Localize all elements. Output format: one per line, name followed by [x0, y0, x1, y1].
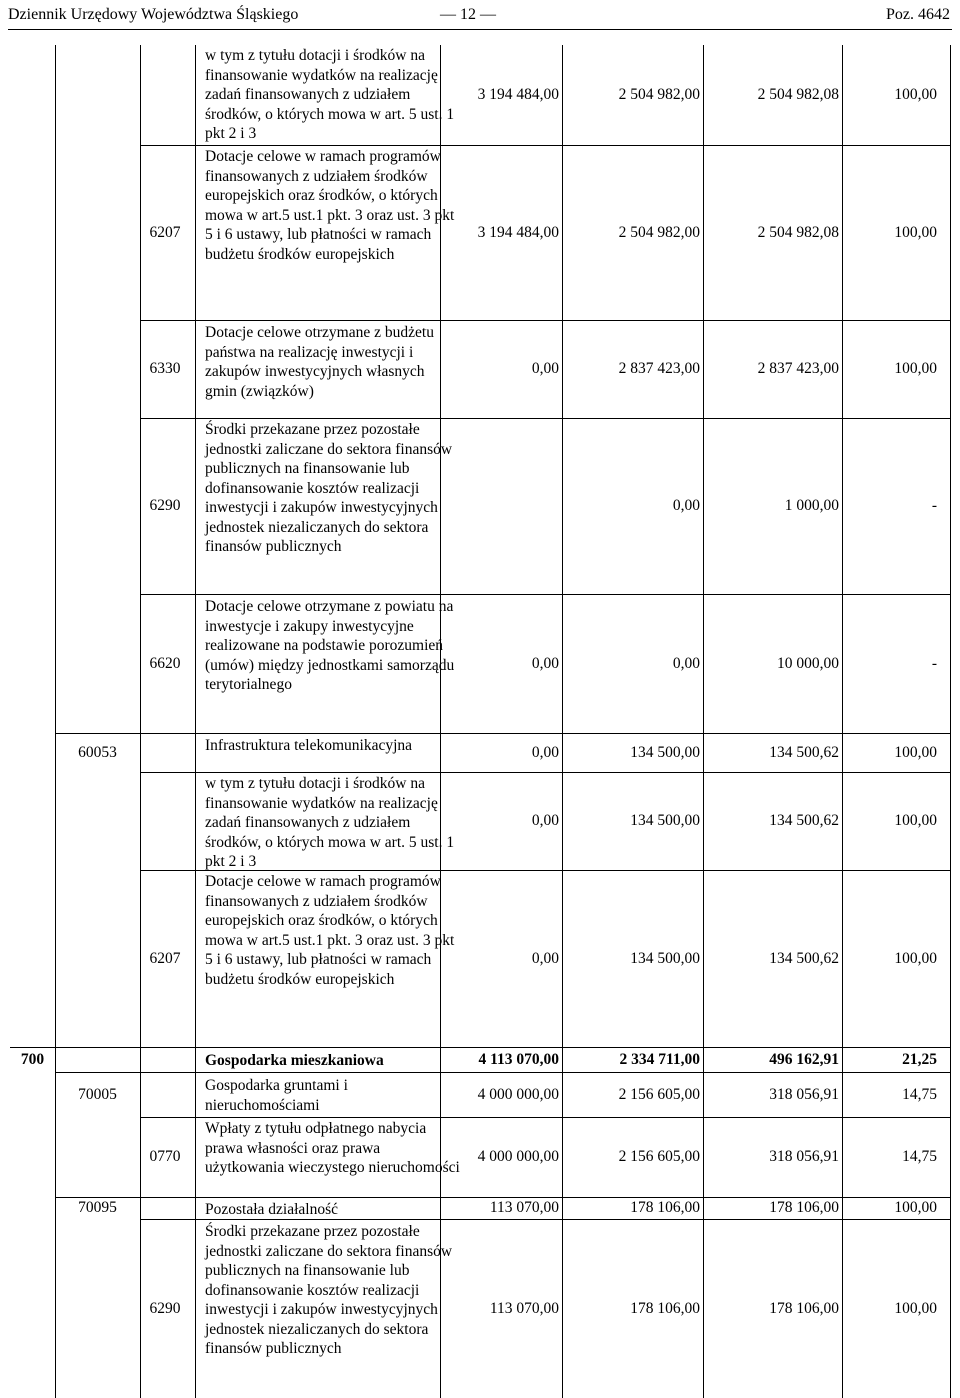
column-rule	[195, 45, 196, 1398]
rozdzial-cell: 70095	[78, 1199, 117, 1216]
dzial-cell	[10, 870, 55, 1047]
dzial-cell	[10, 1072, 55, 1117]
position-number: Poz. 4642	[886, 6, 950, 23]
description-cell: w tym z tytułu dotacji i środków na finansowanie wydatków na realizację zadań finansowanych z udziałem środków, o których mowa w art. 5 ust. 1 pkt 2 i 3	[205, 47, 455, 142]
proc-cell: 100,00	[894, 360, 937, 377]
proc-cell: 100,00	[894, 86, 937, 103]
plan-cell: 113 070,00	[489, 1199, 559, 1216]
plan-cell: 0,00	[531, 812, 559, 829]
wyk-cell: 2 504 982,08	[757, 86, 839, 103]
paragraf-cell	[140, 45, 190, 145]
paragraf-cell	[140, 1047, 190, 1072]
paragraf-cell: 6330	[149, 360, 181, 377]
dzial-cell: 700	[20, 1050, 45, 1068]
paragraf-cell: 6207	[149, 949, 181, 967]
proc-cell: 100,00	[894, 949, 937, 967]
paragraf-cell: 0770	[149, 1148, 181, 1165]
rozdzial-cell: 60053	[78, 743, 117, 761]
rozdzial-cell	[55, 1047, 140, 1072]
dzial-cell	[10, 772, 55, 870]
wyk-cell: 10 000,00	[777, 654, 839, 672]
proc-cell: -	[931, 654, 937, 672]
rozdzial-cell	[55, 772, 140, 870]
description-cell: Dotacje celowe w ramach programów finansowanych z udziałem środków europejskich oraz środków, o których mowa w art.5 ust.1 pkt. 3 oraz ust. 3 pkt 5 i 6 ustawy, lub płatności w ramach budżetu środków europejskich	[205, 873, 455, 988]
rozdzial-cell	[55, 320, 140, 418]
plan-cell: 3 194 484,00	[477, 86, 559, 103]
dzial-cell	[10, 320, 55, 418]
wyk-cell: 318 056,91	[769, 1085, 839, 1103]
paragraf-cell	[140, 772, 190, 870]
po-zm-cell: 0,00	[672, 654, 700, 672]
paragraf-cell	[140, 1197, 190, 1219]
description-cell: Gospodarka gruntami i nieruchomościami	[205, 1077, 348, 1114]
po-zm-cell: 134 500,00	[630, 743, 700, 761]
description-cell: w tym z tytułu dotacji i środków na finansowanie wydatków na realizację zadań finansowanych z udziałem środków, o których mowa w art. 5 ust. 1 pkt 2 i 3	[205, 775, 455, 870]
po-zm-cell: 2 156 605,00	[618, 1148, 700, 1165]
plan-cell: 3 194 484,00	[477, 223, 559, 241]
plan-cell: 0,00	[531, 743, 559, 761]
paragraf-cell	[140, 733, 190, 772]
proc-cell: 14,75	[902, 1085, 937, 1103]
dzial-cell	[10, 594, 55, 733]
po-zm-cell: 178 106,00	[630, 1299, 700, 1317]
description-cell: Środki przekazane przez pozostałe jednostki zaliczane do sektora finansów publicznych na finansowanie lub dofinansowanie kosztów realizacji inwestycji i zakupów inwestycyjnych jednostek niezaliczanych do sektora finansów publicznych	[205, 421, 453, 555]
proc-cell: 21,25	[902, 1050, 937, 1068]
wyk-cell: 2 504 982,08	[757, 223, 839, 241]
description-cell: Dotacje celowe w ramach programów finansowanych z udziałem środków europejskich oraz środków, o których mowa w art.5 ust.1 pkt. 3 oraz ust. 3 pkt 5 i 6 ustawy, lub płatności w ramach budżetu środków europejskich	[205, 148, 455, 263]
wyk-cell: 178 106,00	[769, 1299, 839, 1317]
po-zm-cell: 0,00	[672, 497, 700, 514]
description-cell: Dotacje celowe otrzymane z powiatu na inwestycje i zakupy inwestycyjne realizowane na podstawie porozumień (umów) między jednostkami samorządu terytorialnego	[205, 598, 455, 693]
po-zm-cell: 178 106,00	[630, 1199, 700, 1216]
proc-cell: 100,00	[894, 223, 937, 241]
description-cell: Pozostała działalność	[205, 1201, 338, 1218]
po-zm-cell: 2 504 982,00	[618, 223, 700, 241]
dzial-cell	[10, 1117, 55, 1197]
wyk-cell: 134 500,62	[769, 949, 839, 967]
rozdzial-cell	[55, 870, 140, 1047]
plan-cell: 113 070,00	[489, 1299, 559, 1317]
wyk-cell: 178 106,00	[769, 1199, 839, 1216]
description-cell: Wpłaty z tytułu odpłatnego nabycia prawa własności oraz prawa użytkowania wieczystego nieruchomości	[205, 1120, 460, 1176]
proc-cell: -	[931, 497, 937, 514]
wyk-cell: 134 500,62	[769, 743, 839, 761]
wyk-cell: 496 162,91	[769, 1050, 839, 1068]
proc-cell: 14,75	[902, 1148, 937, 1165]
page-number: — 12 —	[440, 6, 496, 23]
rozdzial-cell	[55, 418, 140, 594]
paragraf-cell: 6207	[149, 223, 181, 241]
proc-cell: 100,00	[894, 812, 937, 829]
wyk-cell: 134 500,62	[769, 812, 839, 829]
po-zm-cell: 134 500,00	[630, 812, 700, 829]
column-rule	[950, 45, 951, 1398]
paragraf-cell: 6290	[149, 497, 181, 514]
plan-cell: 0,00	[531, 949, 559, 967]
proc-cell: 100,00	[894, 1299, 937, 1317]
proc-cell: 100,00	[894, 743, 937, 761]
rozdzial-cell	[55, 145, 140, 320]
rozdzial-cell: 70005	[78, 1085, 117, 1103]
journal-title: Dziennik Urzędowy Województwa Śląskiego	[8, 6, 299, 23]
plan-cell: 4 000 000,00	[477, 1085, 559, 1103]
rozdzial-cell	[55, 45, 140, 145]
rozdzial-cell	[55, 1219, 140, 1398]
dzial-cell	[10, 145, 55, 320]
dzial-cell	[10, 45, 55, 145]
plan-cell: 0,00	[531, 360, 559, 377]
dzial-cell	[10, 1219, 55, 1398]
rozdzial-cell	[55, 1117, 140, 1197]
po-zm-cell: 2 156 605,00	[618, 1085, 700, 1103]
header-rule	[8, 29, 952, 30]
po-zm-cell: 134 500,00	[630, 949, 700, 967]
dzial-cell	[10, 1197, 55, 1219]
paragraf-cell: 6620	[149, 654, 181, 672]
rozdzial-cell	[55, 594, 140, 733]
dzial-cell	[10, 418, 55, 594]
po-zm-cell: 2 837 423,00	[618, 360, 700, 377]
plan-cell: 4 000 000,00	[477, 1148, 559, 1165]
proc-cell: 100,00	[894, 1199, 937, 1216]
description-cell: Środki przekazane przez pozostałe jednostki zaliczane do sektora finansów publicznych na finansowanie lub dofinansowanie kosztów realizacji inwestycji i zakupów inwestycyjnych jednostek niezaliczanych do sektora finansów publicznych	[205, 1223, 453, 1357]
wyk-cell: 1 000,00	[784, 497, 839, 514]
po-zm-cell: 2 334 711,00	[619, 1050, 700, 1068]
wyk-cell: 2 837 423,00	[757, 360, 839, 377]
plan-cell: 0,00	[531, 654, 559, 672]
po-zm-cell: 2 504 982,00	[618, 86, 700, 103]
description-cell: Gospodarka mieszkaniowa	[205, 1052, 384, 1069]
plan-cell: 4 113 070,00	[478, 1050, 559, 1068]
page-header	[0, 0, 960, 30]
description-cell: Dotacje celowe otrzymane z budżetu państwa na realizację inwestycji i zakupów inwestycyjnych własnych gmin (związków)	[205, 324, 434, 400]
wyk-cell: 318 056,91	[769, 1148, 839, 1165]
description-cell: Infrastruktura telekomunikacyjna	[205, 737, 413, 754]
dzial-cell	[10, 733, 55, 772]
paragraf-cell	[140, 1072, 190, 1117]
paragraf-cell: 6290	[149, 1299, 181, 1317]
